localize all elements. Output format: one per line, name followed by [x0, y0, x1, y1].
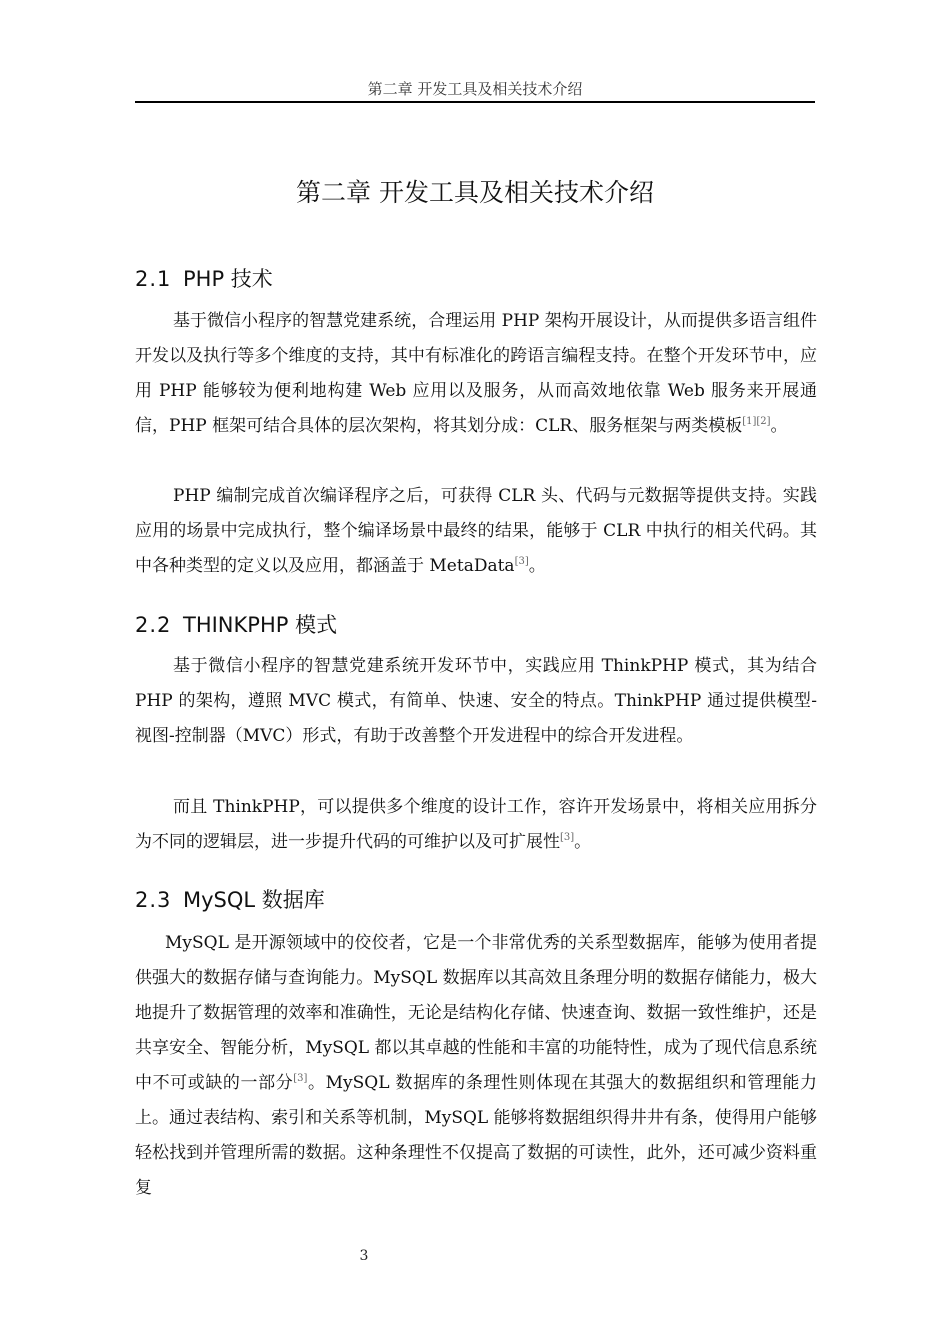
paragraph — [135, 790, 817, 860]
citation: [3] — [293, 1073, 308, 1084]
header-rule — [135, 101, 815, 103]
section-heading-2-3 — [135, 884, 325, 914]
paragraph-text: PHP 编制完成首次编译程序之后，可获得 CLR 头、代码与元数据等提供支持。实践应用的场景中完成执行，整个编译场景中最终的结果，能够于 CLR 中执行的相关代码。其中各种类型的定义以及应用，都涵盖于 MetaData — [135, 486, 817, 576]
page-number: 3 — [359, 1248, 369, 1264]
section-number: 2.2 — [135, 613, 172, 637]
citation: [1][2] — [742, 416, 771, 427]
paragraph-text: 基于微信小程序的智慧党建系统开发环节中，实践应用 ThinkPHP 模式，其为结合 PHP 的架构，遵照 MVC 模式，有简单、快速、安全的特点。ThinkPHP 通过提供模型-视图-控制器（MVC）形式，有助于改善整个开发进程中的综合开发进程。 — [135, 656, 817, 746]
paragraph-text: MySQL 是开源领域中的佼佼者，它是一个非常优秀的关系型数据库，能够为使用者提供强大的数据存储与查询能力。MySQL 数据库以其高效且条理分明的数据存储能力，极大地提升了数据管理的效率和准确性，无论是结构化存储、快速查询、数据一致性维护，还是共享安全、智能分析，MySQL 都以其卓越的性能和丰富的功能特性，成为了现代信息系统中不可或缺的一部分 — [135, 933, 817, 1093]
paragraph-tail: 。 — [574, 832, 592, 852]
section-number: 2.1 — [135, 267, 172, 291]
citation: [3] — [560, 832, 575, 843]
paragraph-tail: 。 — [770, 416, 788, 436]
section-heading-2-1 — [135, 263, 273, 293]
paragraph — [135, 926, 817, 1206]
paragraph — [135, 479, 817, 584]
paragraph-tail: 。 — [528, 556, 546, 576]
paragraph-tail: 。MySQL 数据库的条理性则体现在其强大的数据组织和管理能力上。通过表结构、索引和关系等机制，MySQL 能够将数据组织得井井有条，使得用户能够轻松找到并管理所需的数据。这种条理性不仅提高了数据的可读性，此外，还可减少资料重复 — [135, 1073, 817, 1198]
section-heading-2-2 — [135, 609, 337, 639]
section-title: PHP 技术 — [183, 267, 273, 291]
paragraph-text: 基于微信小程序的智慧党建系统，合理运用 PHP 架构开展设计，从而提供多语言组件开发以及执行等多个维度的支持，其中有标准化的跨语言编程支持。在整个开发环节中，应用 PHP 能够较为便利地构建 Web 应用以及服务，从而高效地依靠 Web 服务来开展通信，PHP 框架可结合具体的层次架构，将其划分成：CLR、服务框架与两类模板 — [135, 311, 817, 436]
section-number: 2.3 — [135, 888, 172, 912]
section-title: MySQL 数据库 — [183, 888, 325, 912]
chapter-title: 第二章 开发工具及相关技术介绍 — [296, 178, 654, 207]
paragraph-text: 而且 ThinkPHP，可以提供多个维度的设计工作，容许开发场景中，将相关应用拆分为不同的逻辑层，进一步提升代码的可维护以及可扩展性 — [135, 797, 817, 852]
running-header: 第二章 开发工具及相关技术介绍 — [367, 80, 583, 98]
paragraph — [135, 304, 817, 444]
citation: [3] — [514, 556, 529, 567]
paragraph — [135, 649, 817, 754]
section-title: THINKPHP 模式 — [183, 613, 338, 637]
